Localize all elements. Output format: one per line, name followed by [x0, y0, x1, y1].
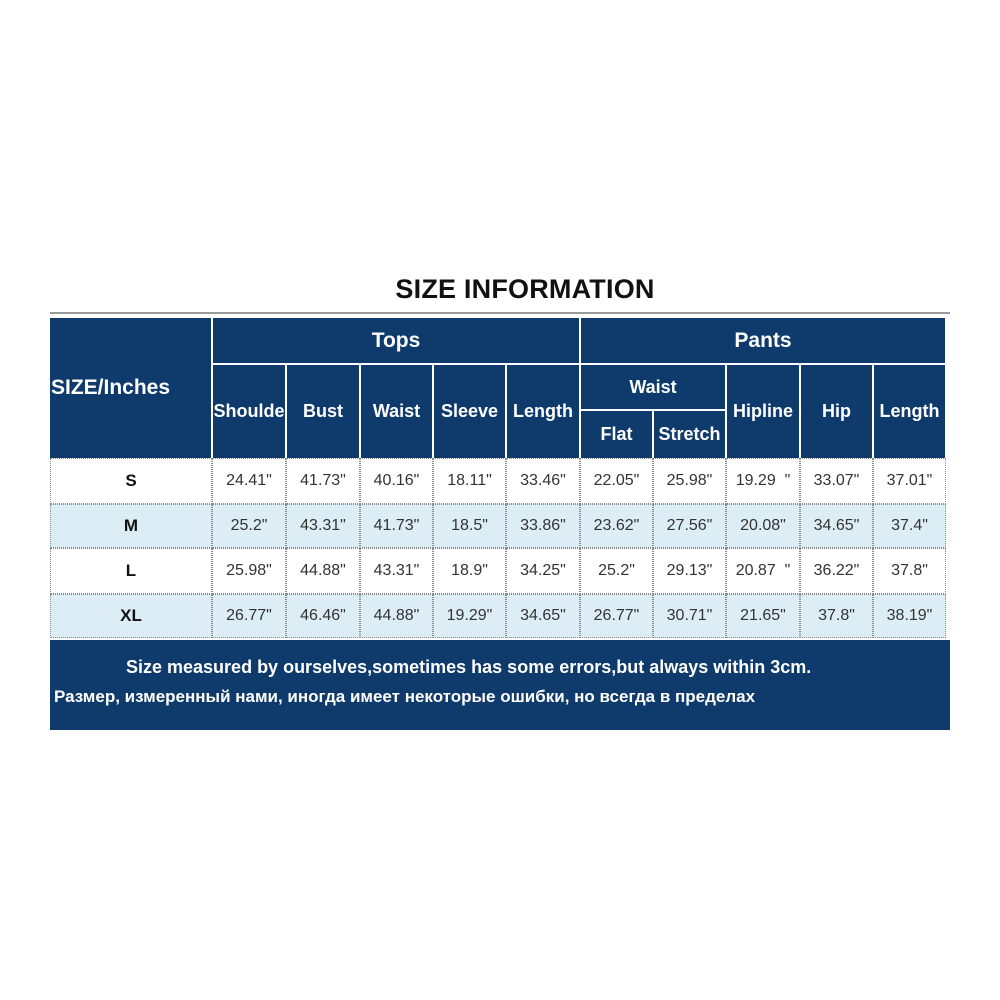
tops-col-shoulder: Shoulde: [212, 364, 286, 458]
header-gridline: [211, 318, 213, 458]
table-cell: 27.56": [653, 504, 726, 548]
table-cell: 37.8": [873, 548, 946, 594]
header-gridline: [579, 318, 581, 458]
table-cell: 44.88": [286, 548, 360, 594]
pants-col-hip: Hip: [800, 364, 873, 458]
header-gridline: [505, 364, 507, 458]
page-title: SIZE INFORMATION: [395, 274, 655, 304]
table-cell: 36.22": [800, 548, 873, 594]
table-cell: 21.65": [726, 594, 800, 638]
table-cell: 19.29": [433, 594, 506, 638]
note-english: Size measured by ourselves,sometimes has some errors,but always within 3cm.: [126, 657, 812, 677]
note-russian: Размер, измеренный нами, иногда имеет некоторые ошибки, но всегда в пределах: [54, 687, 756, 706]
table-cell: 43.31": [360, 548, 433, 594]
tops-header: Tops: [212, 318, 580, 364]
table-cell: 43.31": [286, 504, 360, 548]
table-cell: 25.2": [212, 504, 286, 548]
table-cell: 44.88": [360, 594, 433, 638]
header-gridline: [725, 364, 727, 458]
table-cell: 18.9": [433, 548, 506, 594]
header-gridline: [872, 364, 874, 458]
header-gridline: [799, 364, 801, 458]
table-cell: 25.98": [212, 548, 286, 594]
tops-col-bust: Bust: [286, 364, 360, 458]
table-cell: 33.86": [506, 504, 580, 548]
tops-col-sleeve: Sleeve: [433, 364, 506, 458]
size-inches-header: SIZE/Inches: [50, 318, 212, 458]
header-gridline: [432, 364, 434, 458]
pants-col-waist-stretch: Stretch: [653, 410, 726, 458]
tops-col-waist: Waist: [360, 364, 433, 458]
table-cell: 37.8": [800, 594, 873, 638]
table-cell: 33.46": [506, 458, 580, 504]
size-cell-s: S: [50, 458, 212, 504]
table-cell: 18.11": [433, 458, 506, 504]
pants-col-length: Length: [873, 364, 946, 458]
pants-col-hipline: Hipline: [726, 364, 800, 458]
header-gridline: [285, 364, 287, 458]
table-cell: 18.5": [433, 504, 506, 548]
table-cell: 24.41": [212, 458, 286, 504]
table-cell: 19.29 ": [726, 458, 800, 504]
table-cell: 30.71": [653, 594, 726, 638]
table-cell: 38.19": [873, 594, 946, 638]
table-cell: 37.4": [873, 504, 946, 548]
table-cell: 34.25": [506, 548, 580, 594]
table-cell: 23.62": [580, 504, 653, 548]
pants-col-waist-flat: Flat: [580, 410, 653, 458]
table-cell: 34.65": [800, 504, 873, 548]
measurement-note: [50, 640, 950, 730]
table-cell: 40.16": [360, 458, 433, 504]
pants-header: Pants: [580, 318, 946, 364]
header-gridline: [359, 364, 361, 458]
table-cell: 37.01": [873, 458, 946, 504]
size-cell-l: L: [50, 548, 212, 594]
table-cell: 25.2": [580, 548, 653, 594]
table-cell: 46.46": [286, 594, 360, 638]
pants-col-waist: Waist: [580, 364, 726, 410]
header-gridline: [945, 318, 947, 458]
table-cell: 29.13": [653, 548, 726, 594]
size-cell-m: M: [50, 504, 212, 548]
header-gridline: [652, 410, 654, 458]
tops-col-length: Length: [506, 364, 580, 458]
table-cell: 34.65": [506, 594, 580, 638]
table-cell: 41.73": [360, 504, 433, 548]
header-gridline: [212, 363, 946, 365]
table-cell: 41.73": [286, 458, 360, 504]
table-cell: 20.08": [726, 504, 800, 548]
table-cell: 26.77": [580, 594, 653, 638]
table-cell: 22.05": [580, 458, 653, 504]
size-cell-xl: XL: [50, 594, 212, 638]
table-cell: 25.98": [653, 458, 726, 504]
table-cell: 26.77": [212, 594, 286, 638]
table-cell: 33.07": [800, 458, 873, 504]
table-cell: 20.87 ": [726, 548, 800, 594]
